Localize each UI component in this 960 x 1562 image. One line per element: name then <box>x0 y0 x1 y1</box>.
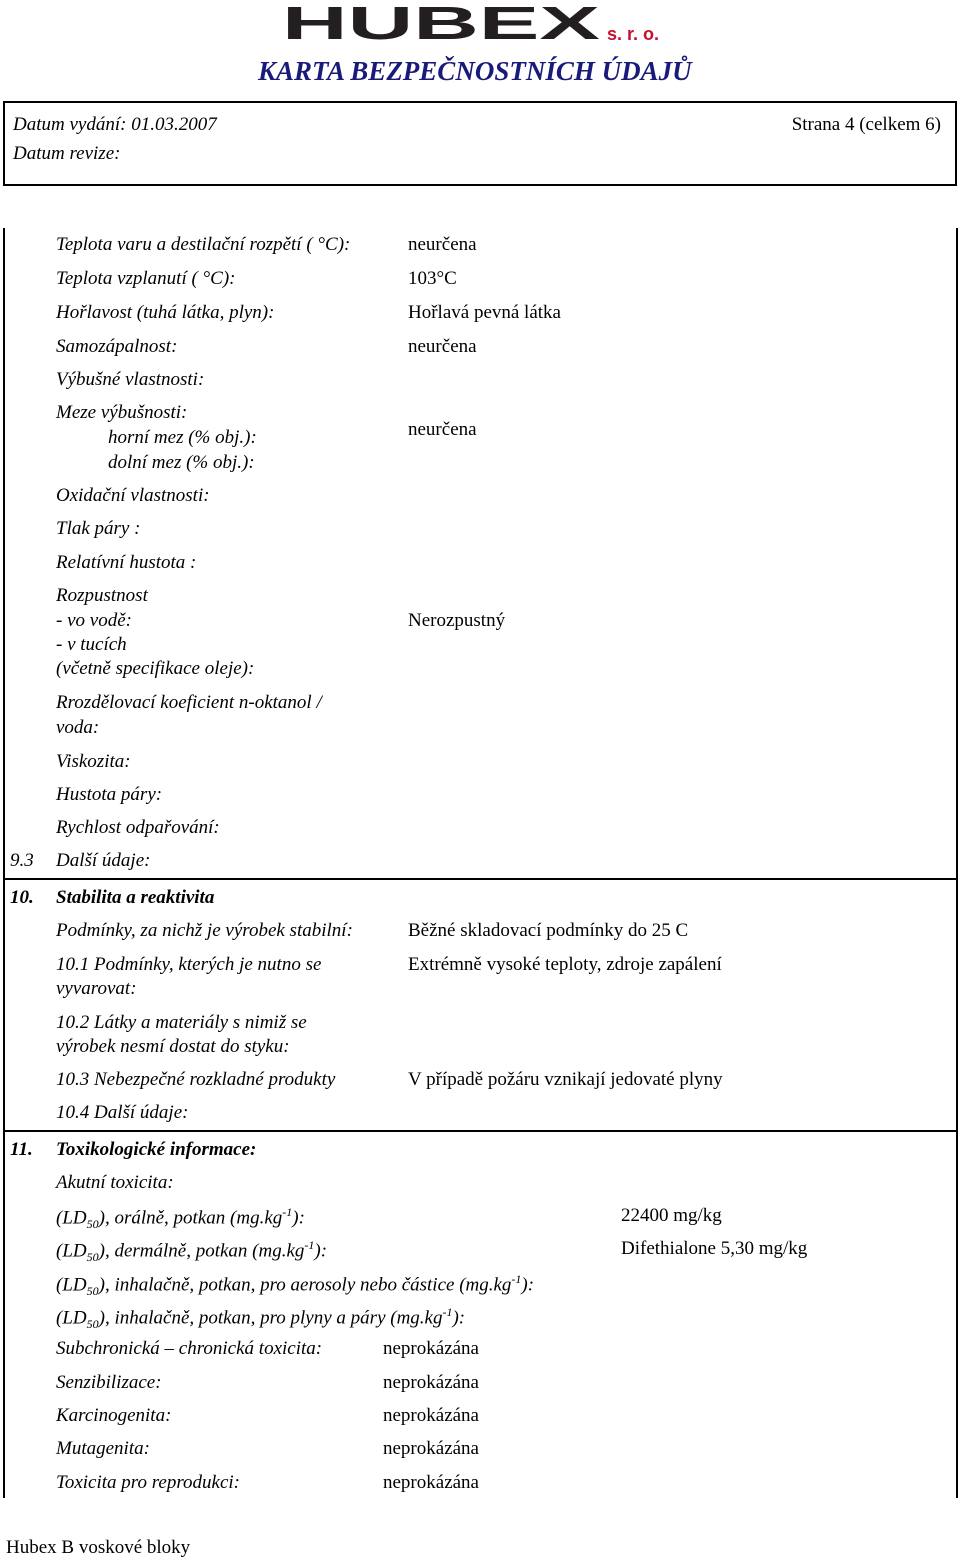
flammability-label: Hořlavost (tuhá látka, plyn): <box>56 302 275 323</box>
water-solubility-label: - vo vodě: <box>56 610 132 631</box>
decomposition-label: 10.3 Nebezpečné rozkladné produkty <box>56 1069 336 1090</box>
boiling-value: neurčena <box>408 234 477 255</box>
document-title: KARTA BEZPEČNOSTNÍCH ÚDAJŮ <box>258 56 692 86</box>
fat-solubility-label: - v tucích <box>56 634 127 655</box>
section-divider <box>3 1130 958 1132</box>
reproductive-toxicity-value: neprokázána <box>383 1472 479 1493</box>
lower-limit-label: dolní mez (% obj.): <box>108 452 255 473</box>
ld50-dermal-label: $(LD_{50})$, dermálně, potkan $(mg.kg^{-1})$: <box>56 1238 328 1265</box>
avoid-conditions-value: Extrémně vysoké teploty, zdroje zapálení <box>408 954 722 975</box>
logo-text: HUBEX <box>282 2 601 44</box>
avoid-conditions-label: 10.1 Podmínky, kterých je nutno se <box>56 954 322 975</box>
avoid-conditions-label-2: vyvarovat: <box>56 978 137 999</box>
carcinogenicity-value: neprokázána <box>383 1405 479 1426</box>
mutagenicity-label: Mutagenita: <box>56 1438 150 1459</box>
hubex-logo <box>282 2 672 44</box>
acute-toxicity-label: Akutní toxicita: <box>56 1172 174 1193</box>
left-border <box>3 228 5 1498</box>
oxidizing-label: Oxidační vlastnosti: <box>56 485 210 506</box>
autoignition-value: neurčena <box>408 336 477 357</box>
section-9-3-label: Další údaje: <box>56 850 151 871</box>
section-11-title: Toxikologické informace: <box>56 1139 257 1160</box>
incompatible-materials-label: 10.2 Látky a materiály s nimiž se <box>56 1012 307 1033</box>
section-divider <box>3 878 958 880</box>
incompatible-materials-label-2: výrobek nesmí dostat do styku: <box>56 1036 290 1057</box>
header-box <box>3 101 957 186</box>
section-10-number: 10. <box>10 887 34 908</box>
page-number: Strana 4 (celkem 6) <box>791 114 941 135</box>
evaporation-label: Rychlost odpařování: <box>56 817 220 838</box>
flammability-value: Hořlavá pevná látka <box>408 302 561 323</box>
logo-suffix: s. r. o. <box>607 24 660 44</box>
flash-value: 103°C <box>408 268 457 289</box>
relative-density-label: Relatívní hustota : <box>56 552 197 573</box>
explosion-limits-value: neurčena <box>408 419 477 440</box>
ld50-inhalation-gas-label: $(LD_{50})$, inhalačně, potkan, pro plyny a páry $(mg.kg^{-1})$: <box>56 1305 466 1332</box>
partition-label-2: voda: <box>56 717 100 738</box>
vapor-density-label: Hustota páry: <box>56 784 163 805</box>
viscosity-label: Viskozita: <box>56 751 131 772</box>
right-border <box>956 228 958 1498</box>
boiling-label: Teplota varu a destilační rozpětí ( °C): <box>56 234 351 255</box>
section-11-number: 11. <box>10 1139 33 1160</box>
vapor-pressure-label: Tlak páry : <box>56 518 141 539</box>
subchronic-toxicity-label: Subchronická – chronická toxicita: <box>56 1338 323 1359</box>
solubility-label: Rozpustnost <box>56 585 148 606</box>
carcinogenicity-label: Karcinogenita: <box>56 1405 172 1426</box>
ld50-inhalation-aerosol-label: $(LD_{50})$, inhalačně, potkan, pro aerosoly nebo částice $(mg.kg^{-1})$: <box>56 1272 535 1299</box>
explosion-limits-label: Meze výbušnosti: <box>56 402 188 423</box>
issue-date: Datum vydání: 01.03.2007 <box>13 114 217 135</box>
section-9-3-number: 9.3 <box>10 850 34 871</box>
decomposition-value: V případě požáru vznikají jedovaté plyny <box>408 1069 723 1090</box>
sensitization-label: Senzibilizace: <box>56 1372 162 1393</box>
subchronic-toxicity-value: neprokázána <box>383 1338 479 1359</box>
fat-solubility-label-2: (včetně specifikace oleje): <box>56 658 255 679</box>
section-10-4-label: 10.4 Další údaje: <box>56 1102 189 1123</box>
revision-date: Datum revize: <box>13 143 121 164</box>
solubility-value: Nerozpustný <box>408 610 506 631</box>
reproductive-toxicity-label: Toxicita pro reprodukci: <box>56 1472 240 1493</box>
mutagenicity-value: neprokázána <box>383 1438 479 1459</box>
stable-conditions-label: Podmínky, za nichž je výrobek stabilní: <box>56 920 353 941</box>
autoignition-label: Samozápalnost: <box>56 336 178 357</box>
sensitization-value: neprokázána <box>383 1372 479 1393</box>
ld50-dermal-value: Difethialone 5,30 mg/kg <box>621 1238 808 1259</box>
ld50-oral-value: 22400 mg/kg <box>621 1205 722 1226</box>
upper-limit-label: horní mez (% obj.): <box>108 427 257 448</box>
stable-conditions-value: Běžné skladovací podmínky do 25 C <box>408 920 689 941</box>
ld50-oral-label: $(LD_{50})$, orálně, potkan $(mg.kg^{-1})$: <box>56 1205 305 1232</box>
partition-label: Rrozdělovací koeficient n-oktanol / <box>56 692 322 713</box>
section-10-title: Stabilita a reaktivita <box>56 887 215 908</box>
footer-product-name: Hubex B voskové bloky <box>6 1537 191 1558</box>
flash-label: Teplota vzplanutí ( °C): <box>56 268 236 289</box>
explosive-label: Výbušné vlastnosti: <box>56 369 205 390</box>
